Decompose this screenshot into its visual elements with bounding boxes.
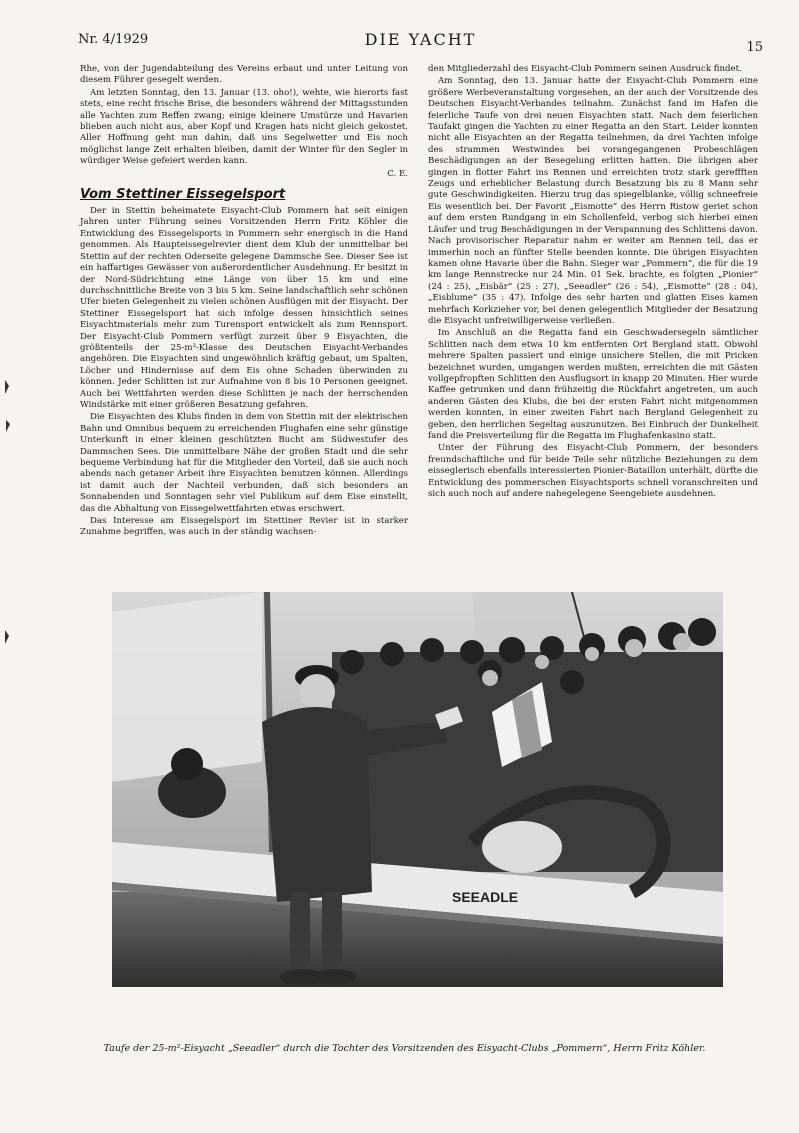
- left-column: [80, 64, 408, 540]
- photo-caption: Taufe der 25-m²-Eisyacht „Seeadler“ durch die Tochter des Vorsitzenden des Eisyacht-Clubs „Pommern“, Herrn Fritz Köhler.: [103, 1043, 706, 1054]
- christening-photo: [112, 592, 723, 987]
- right-column: [428, 64, 758, 501]
- right-paragraph-2: Am Sonntag, den 13. Januar hatte der Eisyacht-Club Pommern eine größere Werbeveranstaltung vorgesehen, an der auch der Vorsitzende des Deutschen Eisyacht-Verbandes teilnahm. Zunächst fand im Hafen die feierliche Taufe von drei neuen Eisyachten statt. Nach dem feierlichen Taufakt gingen die Yachten zu einer Regatta an den Start. Leider konnten nicht alle Eisyachten an der Regatta teilnehmen, da drei Yachten infolge des strammen Westwindes bei vorangegangenen Probeschlägen Beschädigungen an der Besegelung erlitten hatten. Die übrigen aber gingen in flotter Fahrt ins Rennen und erreichten trotz stark gereffften Zeugs und erheblicher Belastung durch Besatzung bis zu 8 Mann sehr gute Geschwindigkeiten. Hierzu trug das spiegelblanke, völlig schneefreie Eis wesentlich bei. Der Favorit „Eismotte“ des Herrn Ristow geriet schon auf dem ersten Rundgang in ein Schollenfeld, verbog sich hierbei einen Läufer und trug Beschädigungen in der Verspannung des Schlittens davon. Nach provisorischer Reparatur nahm er weiter am Rennen teil, das er immerhin noch an fünfter Stelle beenden konnte. Die übrigen Eisyachten kamen ohne Havarie über die Bahn. Sieger war „Pommern“, die für die 19 km lange Rennstrecke nur 24 Min. 01 Sek. brachte, es folgten „Pionier“ (24 : 25), „Eisbär“ (25 : 27), „Seeadler“ (26 : 54), „Eismotte“ (28 : 04), „Eisblume“ (35 : 47). Infolge des sehr harten und glatten Eises kamen mehrfach Korkzieher vor, bei denen gelegentlich Mitglieder der Besatzung die Eisyacht unfreiwilligerweise verließen.: [428, 76, 758, 326]
- page-number: 15: [746, 40, 763, 55]
- body-paragraph-1: Der in Stettin beheimatete Eisyacht-Club Pommern hat seit einigen Jahren unter Führung seines Vorsitzenden Herrn Fritz Köhler die Entwicklung des Eissegelsports in Pommern sehr energisch in die Hand genommen. Als Haupteissegelrevier dient dem Klub der unmittelbar bei Stettin auf der rechten Oderseite gelegene Dammsche See. Dieser See ist ein haffartiges Gewässer von außerordentlicher Ausdehnung. Er besitzt in der Nord-Südrichtung eine Länge von über 15 km und eine durchschnittliche Breite von 3 bis 5 km. Seine landschaftlich sehr schönen Ufer bieten Gelegenheit zu vielen schönen Ausflügen mit der Eisyacht. Der Stettiner Eissegelsport hat sich infolge dessen hinsichtlich seines Eisyachtmaterials mehr zum Turensport entwickelt als zum Rennsport. Der Eisyacht-Club Pommern verfügt zurzeit über 9 Eisyachten, die größtenteils der 25-m²-Klasse des Deutschen Eisyacht-Verbandes angehören. Die Eisyachten sind ungewöhnlich kräftig gebaut, um Spalten, Löcher und Hindernisse auf dem Eis ohne Schaden überwinden zu können. Jeder Schlitten ist zur Aufnahme von 8 bis 10 Personen geeignet. Auch bei Wettfahrten werden diese Schlitten je nach der herrschenden Windstärke mit einer größeren Besatzung gefahren.: [80, 206, 408, 410]
- intro-paragraph-1: Rhe, von der Jugendabteilung des Vereins erbaut und unter Leitung von diesem Führer gesegelt werden.: [80, 64, 408, 86]
- body-paragraph-2: Die Eisyachten des Klubs finden in dem von Stettin mit der elektrischen Bahn und Omnibus bequem zu erreichenden Flughafen eine sehr günstige Unterkunft in einer kleinen geschützten Bucht am Südwestufer des Dammschen Sees. Die unmittelbare Nähe der großen Stadt und die sehr bequeme Verbindung hat für die Mitglieder den Vorteil, daß sie auch noch abends nach getaner Arbeit ihre Eisyachten benutzen können. Allerdings ist damit auch der Nachteil verbunden, daß sich besonders an Sonnabenden und Sonntagen sehr viel Publikum auf dem Eise einstellt, das die Abhaltung von Eissegelwettfahrten etwas erschwert.: [80, 412, 408, 514]
- body-paragraph-3: Das Interesse am Eissegelsport im Stettiner Revier ist in starker Zunahme begriffen, was auch in der ständig wachsen-: [80, 516, 408, 538]
- margin-marks: [0, 370, 16, 676]
- author-signature: C. E.: [387, 168, 408, 179]
- page-header: [78, 30, 763, 54]
- right-paragraph-1: den Mitgliederzahl des Eisyacht-Club Pommern seinen Ausdruck findet.: [428, 64, 742, 74]
- intro-paragraph-2: Am letzten Sonntag, den 13. Januar (13. oho!), wehte, wie hierorts fast stets, eine recht frische Brise, die besonders während der Mittagsstunden alle Yachten zum Reffen zwang; einige kleinere Umstürze und Havarien blieben auch nicht aus, aber Kopf und Kragen hats nicht gleich gekostet. Aller Hoffnung geht nun dahin, daß uns Segelwetter und Eis noch möglichst lange Zeit erhalten bleiben, damit der Winter für den Segler in würdiger Weise gefeiert werden kann.: [80, 87, 408, 167]
- right-paragraph-4: Unter der Führung des Eisyacht-Club Pommern, der besonders freundschaftliche und für beide Teile sehr nützliche Beziehungen zu dem eisseglerisch ebenfalls interessierten Pionier-Bataillon unterhält, dürfte die Entwicklung des pommerschen Eisyachtsports schnell voranschreiten und sich auch noch auf andere nahegelegene Seengebiete ausdehnen.: [428, 443, 758, 500]
- hull-name: SEEADLE: [452, 889, 519, 905]
- issue-number: Nr. 4/1929: [78, 32, 149, 47]
- right-paragraph-3: Im Anschluß an die Regatta fand ein Geschwadersegeln sämtlicher Schlitten nach dem etwa 10 km entfernten Ort Bergland statt. Obwohl mehrere Spalten passiert und einige unsichere Stellen, die mit Pricken bezeichnet wurden, umgangen werden mußten, erreichten die mit Gästen vollgepfropften Schlitten den Ausflugsort in knapp 20 Minuten. Hier wurde Kaffee getrunken und dann frühzeitig die Rückfahrt angetreten, um auch anderen Gästen des Klubs, die bei der ersten Fahrt nicht mitgenommen werden konnten, in einer zweiten Fahrt nach Bergland Gelegenheit zu geben, den herrlichen Segeltag auszunutzen. Bei Einbruch der Dunkelheit fand die Preisverteilung für die Regatta im Flughafenkasino statt.: [428, 328, 758, 441]
- magazine-title: DIE YACHT: [364, 30, 477, 49]
- article-heading: Vom Stettiner Eissegelsport: [80, 187, 286, 203]
